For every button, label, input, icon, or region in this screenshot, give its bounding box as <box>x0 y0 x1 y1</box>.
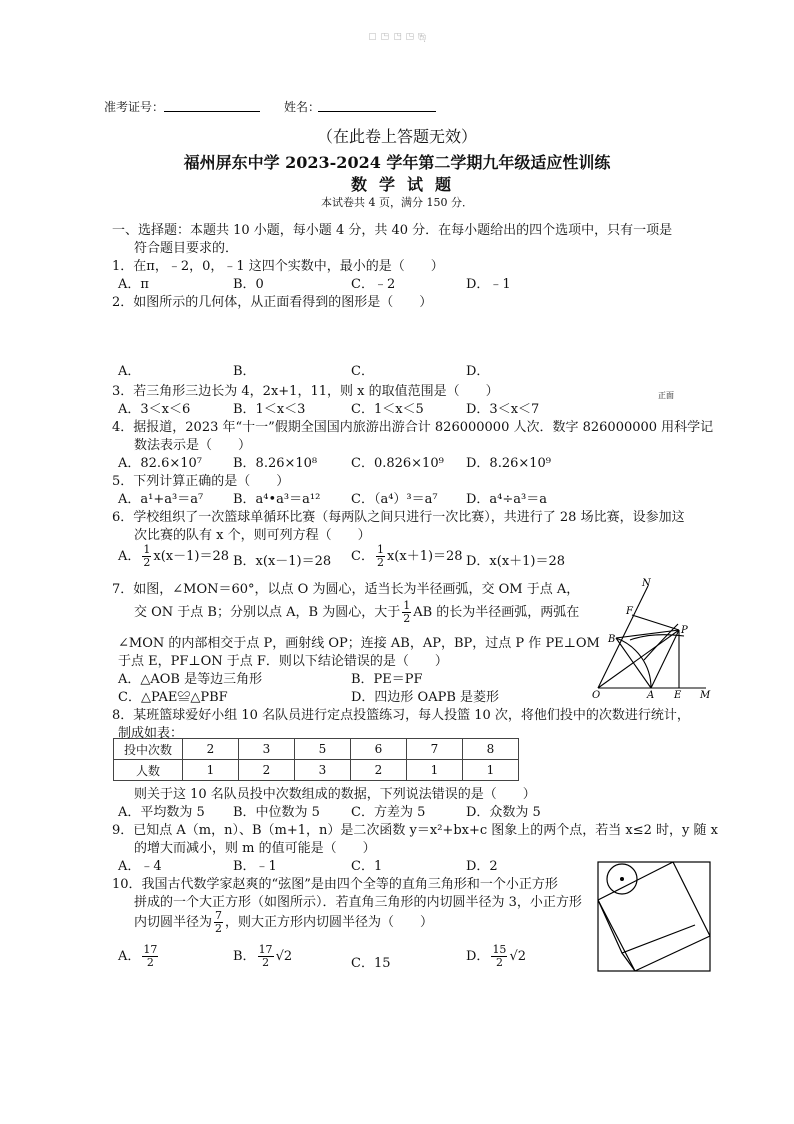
q9-option-b[interactable]: B．﹣1 <box>233 859 277 874</box>
q8-table <box>113 738 519 781</box>
q8-option-c[interactable]: C．方差为 5 <box>351 805 426 820</box>
q3-stem: 3．若三角形三边长为 4，2x+1，11，则 x 的取值范围是（ ） <box>112 384 499 399</box>
q4-option-d[interactable]: D．8.26×10⁹ <box>466 456 552 471</box>
q1-stem: 1．在π，﹣2，0，﹣1 这四个实数中，最小的是（ ） <box>112 259 444 274</box>
table-cell: 2 <box>239 760 295 781</box>
q9-stem: 9．已知点 A（m，n）、B（m+1，n）是二次函数 y＝x²+bx+c 图象上的两个点，若当 x≤2 时，y 随 x <box>112 823 718 838</box>
q10-stem: 10．我国古代数学家赵爽的“弦图”是由四个全等的直角三角形和一个小正方形 <box>112 877 558 892</box>
table-row <box>114 760 519 781</box>
q5-option-d[interactable]: D．a⁴÷a³＝a <box>466 492 547 507</box>
q6-stem: 6．学校组织了一次篮球单循环比赛（每两队之间只进行一次比赛），共进行了 28 场比赛，设参加这 <box>112 510 685 525</box>
q2-figures <box>0 0 794 120</box>
q7-stem-cont: 交 ON 于点 B；分别以点 A，B 为圆心，大于 $\frac{1}{2}$ AB 的长为半径画弧，两弧在 <box>134 599 580 625</box>
q10-stem-cont2: 内切圆半径为 $\frac{7}{2}$ ，则大正方形内切圆半径为（ ） <box>134 909 434 935</box>
table-cell: 1 <box>407 760 463 781</box>
q9-option-c[interactable]: C．1 <box>351 859 383 874</box>
q6-option-b[interactable]: B．x(x－1)＝28 <box>233 554 332 569</box>
q7-option-d[interactable]: D．四边形 OAPB 是菱形 <box>351 690 500 705</box>
exam-id-label: 准考证号： <box>104 100 165 114</box>
q10-option-c[interactable]: C．15 <box>351 956 391 971</box>
q5-stem: 5．下列计算正确的是（ ） <box>112 474 290 489</box>
q9-option-d[interactable]: D．2 <box>466 859 498 874</box>
q7-stem: 7．如图，∠MON＝60°，以点 O 为圆心，适当长为半径画弧，交 OM 于点 A， <box>112 582 580 597</box>
q3-option-c[interactable]: C．1＜x＜5 <box>351 402 424 417</box>
q6-option-d[interactable]: D．x(x＋1)＝28 <box>466 554 566 569</box>
q7-stem-cont3: 于点 E，PF⊥ON 于点 F．则以下结论错误的是（ ） <box>118 654 448 669</box>
table-cell: 2 <box>351 760 407 781</box>
table-cell: 5 <box>295 739 351 760</box>
q4-stem-cont: 数法表示是（ ） <box>134 438 252 453</box>
q2-figure-b <box>382 34 388 40</box>
section-heading: 一、选择题：本题共 10 小题，每小题 4 分，共 40 分．在每小题给出的四个选项中，只有一项是 <box>112 223 673 238</box>
q10-option-b[interactable]: B． $\frac{17}{2}$ √2 <box>233 943 293 969</box>
q9-option-a[interactable]: A．﹣4 <box>118 859 162 874</box>
section-heading-cont: 符合题目要求的． <box>134 241 239 256</box>
table-cell: 6 <box>351 739 407 760</box>
q4-option-a[interactable]: A．82.6×10⁷ <box>118 456 202 471</box>
svg-text:F: F <box>626 606 633 617</box>
q7-figure <box>590 576 720 706</box>
q5-option-c[interactable]: C．（a⁴）³＝a⁷ <box>351 492 438 507</box>
table-cell: 1 <box>183 760 239 781</box>
exam-meta: 本试卷共 4 页，满分 150 分． <box>321 196 473 209</box>
q2-option-d[interactable]: D． <box>466 364 490 379</box>
q2-option-a[interactable]: A． <box>118 364 141 379</box>
q2-option-b[interactable]: B． <box>233 364 256 379</box>
svg-text:A: A <box>647 690 655 701</box>
q5-option-b[interactable]: B．a⁴•a³＝a¹² <box>233 492 321 507</box>
name-label: 姓名： <box>284 100 321 114</box>
q1-option-d[interactable]: D．﹣1 <box>466 277 511 292</box>
q8-stem: 8．某班篮球爱好小组 10 名队员进行定点投篮练习，每人投篮 10 次，将他们投中的次数进行统计， <box>112 708 690 723</box>
table-row <box>114 739 519 760</box>
q6-stem-cont: 次比赛的队有 x 个，则可列方程（ ） <box>134 528 371 543</box>
q1-option-c[interactable]: C．﹣2 <box>351 277 396 292</box>
svg-text:M: M <box>700 690 711 701</box>
q4-option-b[interactable]: B．8.26×10⁸ <box>233 456 318 471</box>
q8-stem-cont2: 则关于这 10 名队员投中次数组成的数据，下列说法错误的是（ ） <box>134 787 536 802</box>
q2-figure-d <box>407 34 413 40</box>
table-header-cell: 人数 <box>114 760 183 781</box>
q2-figure-a <box>369 34 375 40</box>
svg-text:P: P <box>681 625 688 636</box>
q2-stem: 2．如图所示的几何体，从正面看得到的图形是（ ） <box>112 295 433 310</box>
q7-stem-cont2: ∠MON 的内部相交于点 P，画射线 OP；连接 AB，AP，BP，过点 P 作 PE⊥OM <box>118 636 600 651</box>
q1-option-a[interactable]: A．π <box>118 277 149 292</box>
q2-caption: 正面 <box>658 391 674 400</box>
q4-stem: 4．据报道，2023 年“十一”假期全国国内旅游出游合计 826000000 人次．数字 826000000 用科学记 <box>112 420 714 435</box>
table-cell: 3 <box>295 760 351 781</box>
q10-string-figure <box>594 860 714 975</box>
q3-option-b[interactable]: B．1＜x＜3 <box>233 402 306 417</box>
q3-option-d[interactable]: D．3＜x＜7 <box>466 402 540 417</box>
q6-option-c[interactable]: C． $\frac{1}{2}$ x(x＋1)＝28 <box>351 543 463 569</box>
q8-option-d[interactable]: D．众数为 5 <box>466 805 541 820</box>
table-cell: 1 <box>463 760 519 781</box>
svg-text:B: B <box>608 634 616 645</box>
svg-text:N: N <box>642 578 651 589</box>
q5-option-a[interactable]: A．a¹+a³＝a⁷ <box>118 492 204 507</box>
subject-title: 数学试题 <box>350 175 463 194</box>
q10-stem-cont: 拼成的一个大正方形（如图所示）．若直角三角形的内切圆半径为 3，小正方形 <box>134 895 582 910</box>
q2-solid-figure <box>418 33 425 41</box>
q3-option-a[interactable]: A．3＜x＜6 <box>118 402 191 417</box>
table-cell: 8 <box>463 739 519 760</box>
page-title: 福州屏东中学 2023-2024 学年第二学期九年级适应性训练 <box>183 153 611 172</box>
notice: （在此卷上答题无效） <box>316 127 477 146</box>
q10-option-a[interactable]: A． $\frac{17}{2}$ <box>118 943 158 969</box>
q7-option-b[interactable]: B．PE＝PF <box>351 672 423 687</box>
q8-stem-cont: 制成如表： <box>118 726 184 741</box>
q7-option-c[interactable]: C．△PAE≌△PBF <box>118 690 228 705</box>
q2-option-c[interactable]: C． <box>351 364 374 379</box>
table-cell: 7 <box>407 739 463 760</box>
q10-option-d[interactable]: D． $\frac{15}{2}$ √2 <box>466 943 526 969</box>
q8-option-a[interactable]: A．平均数为 5 <box>118 805 205 820</box>
q7-option-a[interactable]: A．△AOB 是等边三角形 <box>118 672 263 687</box>
q9-stem-cont: 的增大而减小，则 m 的值可能是（ ） <box>134 841 376 856</box>
svg-text:E: E <box>674 690 682 701</box>
q8-option-b[interactable]: B．中位数为 5 <box>233 805 320 820</box>
q1-option-b[interactable]: B．0 <box>233 277 264 292</box>
table-cell: 3 <box>239 739 295 760</box>
q2-figure-c <box>395 34 401 40</box>
q6-option-a[interactable]: A． $\frac{1}{2}$ x(x－1)＝28 <box>118 543 230 569</box>
svg-text:O: O <box>592 690 601 701</box>
table-cell: 2 <box>183 739 239 760</box>
q4-option-c[interactable]: C．0.826×10⁹ <box>351 456 444 471</box>
table-header-cell: 投中次数 <box>114 739 183 760</box>
